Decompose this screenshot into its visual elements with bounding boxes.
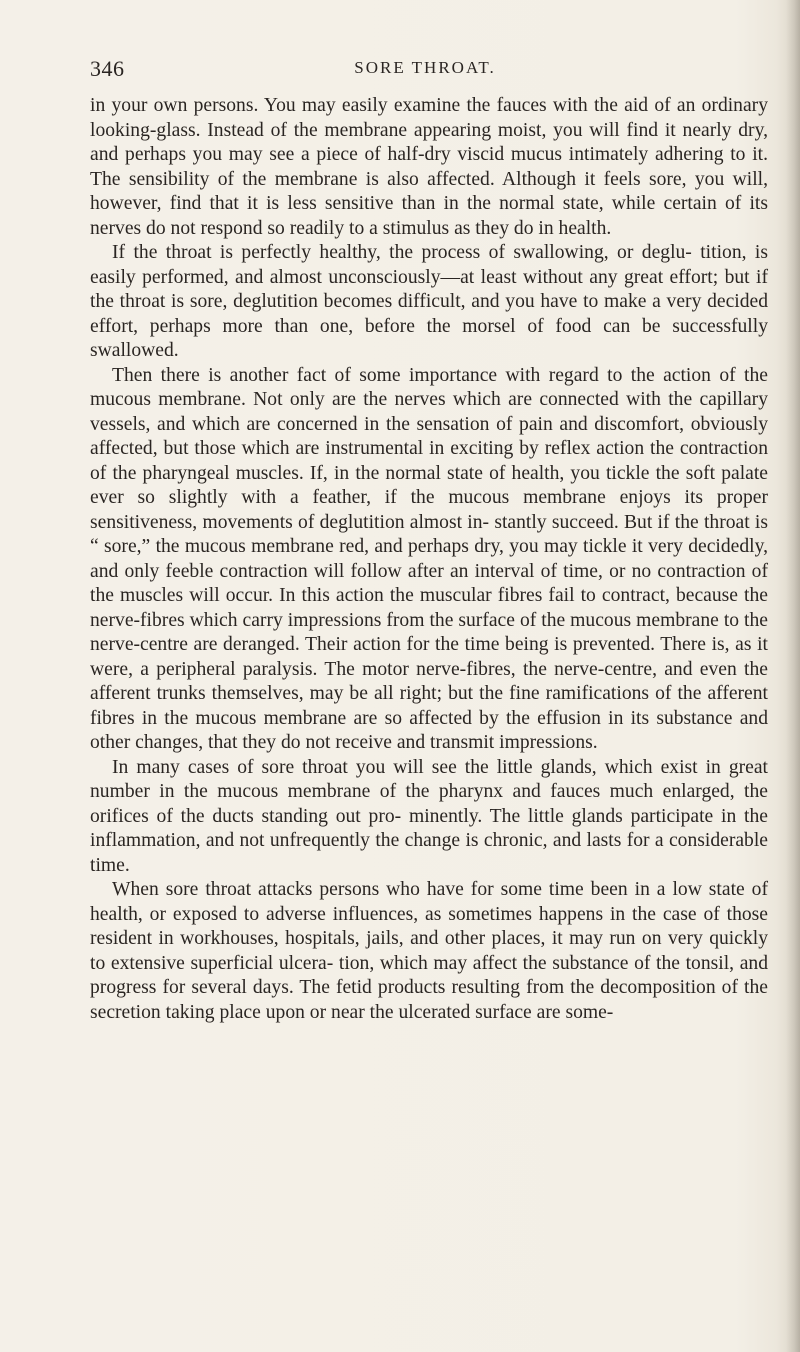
paragraph: Then there is another fact of some importance with regard to the action of the mucous membrane. Not only are the nerves which are connected with the capillary vessels, and which are concerned in the sensation of pain and discomfort, obviously affected, but those which are instrumental in exciting by reflex action the contraction of the pharyngeal muscles. If, in the normal state of health, you tickle the soft palate ever so slightly with a feather, if the mucous membrane enjoys its proper sensitiveness, movements of deglutition almost in- stantly succeed. But if the throat is “ sore,” the mucous membrane red, and perhaps dry, you may tickle it very decidedly, and only feeble contraction will follow after an interval of time, or no contraction of the muscles will occur. In this action the muscular fibres fail to contract, because the nerve-fibres which carry impressions from the surface of the mucous membrane to the nerve-centre are deranged. Their action for the time being is prevented. There is, as it were, a peripheral paralysis. The motor nerve-fibres, the nerve-centre, and even the afferent trunks themselves, may be all right; but the fine ramifications of the afferent fibres in the mucous membrane are so affected by the effusion in its substance and other changes, that they do not receive and transmit impressions. bbox=[90, 364, 768, 753]
paragraph: When sore throat attacks persons who have for some time been in a low state of health, or exposed to adverse influences, as sometimes happens in the case of those resident in workhouses, hospitals, jails, and other places, it may run on very quickly to extensive superficial ulcera- tion, which may affect the substance of the tonsil, and progress for several days. The fetid products resulting from the decomposition of the secretion taking place upon or near the ulcerated surface are some- bbox=[90, 879, 768, 1023]
page-number: 346 bbox=[90, 56, 125, 81]
page-edge-shadow bbox=[786, 0, 800, 1352]
running-head: SORE THROAT. bbox=[354, 58, 496, 77]
paragraph: in your own persons. You may easily examine the fauces with the aid of an ordinary looking-glass. Instead of the membrane appearing moist, you will find it nearly dry, and perhaps you may see a piece of half-dry viscid mucus intimately adhering to it. The sensibility of the membrane is also affected. Although it feels sore, you will, however, find that it is less sensitive than in the normal state, while certain of its nerves do not respond so readily to a stimulus as they do in health. bbox=[90, 95, 768, 239]
page-header bbox=[90, 56, 760, 88]
paragraph: In many cases of sore throat you will see the little glands, which exist in great number in the mucous membrane of the pharynx and fauces much enlarged, the orifices of the ducts standing out pro- minently. The little glands participate in the inflammation, and not unfrequently the change is chronic, and lasts for a considerable time. bbox=[90, 756, 768, 876]
body-text bbox=[90, 94, 768, 1025]
paragraph: If the throat is perfectly healthy, the process of swallowing, or deglu- tition, is easily performed, and almost unconsciously—at least without any great effort; but if the throat is sore, deglutition becomes difficult, and you have to make a very decided effort, perhaps more than one, before the morsel of food can be successfully swallowed. bbox=[90, 242, 768, 361]
